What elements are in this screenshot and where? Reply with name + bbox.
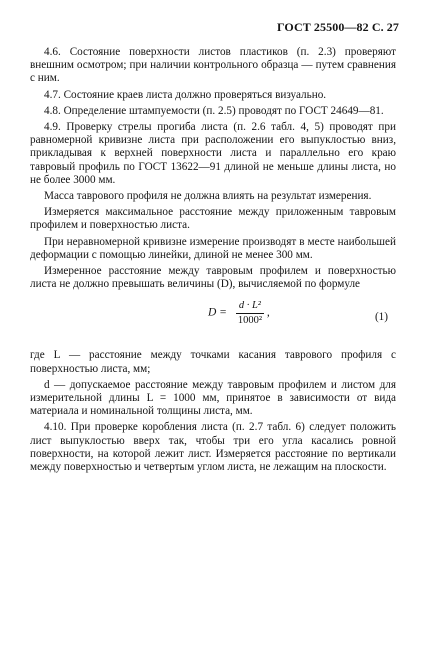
paragraph: При неравномерной кривизне измерение производят в месте наибольшей деформации с помощью линейки, длиной не менее 300 мм.	[30, 235, 396, 261]
paragraph: 4.7. Состояние краев листа должно проверяться визуально.	[44, 88, 327, 101]
paragraph: 4.6. Состояние поверхности листов пластиков (п. 2.3) проверяют внешним осмотром; при наличии контрольного образца — путем сравнения с ним.	[30, 46, 396, 85]
formula-fraction	[236, 299, 264, 326]
formula-number: (1)	[374, 311, 388, 324]
formula-1	[30, 299, 396, 343]
paragraph: где L — расстояние между точками касания таврового профиля с поверхностью листа, мм;	[30, 349, 396, 375]
page-header: ГОСТ 25500—82 С. 27	[276, 20, 399, 34]
paragraph: Масса таврового профиля не должна влиять на результат измерения.	[44, 190, 372, 203]
formula-lhs: D =	[208, 306, 227, 319]
paragraphs-before-formula	[30, 46, 396, 291]
formula-trail: ,	[266, 306, 270, 319]
paragraph: Измеренное расстояние между тавровым профилем и поверхностью листа не должно превышать величины (D), вычисляемой по формуле	[30, 265, 396, 291]
paragraph: Измеряется максимальное расстояние между приложенным тавровым профилем и поверхностью листа.	[30, 206, 396, 232]
paragraph: 4.10. При проверке коробления листа (п. 2.7 табл. 6) следует положить лист выпуклостью вверх так, чтобы три его угла касались ровной поверхности, на которой лежит лист. Измеряется расстояние по вертикали между поверхностью и четвертым углом листа, не лежащим на плоскости.	[30, 421, 396, 474]
formula-denominator: 1000²	[237, 314, 262, 326]
document-body	[30, 46, 396, 477]
formula-expression	[208, 299, 270, 326]
paragraph: 4.8. Определение штампуемости (п. 2.5) проводят по ГОСТ 24649—81.	[44, 104, 384, 117]
paragraph: d — допускаемое расстояние между тавровым профилем и листом для измерительной длины L = 1000 мм, принятое в зависимости от вида материала и номинальной толщины листа, мм.	[30, 378, 396, 418]
paragraph: 4.9. Проверку стрелы прогиба листа (п. 2.6 табл. 4, 5) проводят при равномерной кривизне листа при расположении его выпуклостью вниз, прикладывая к верхней поверхности листа и параллельно его краю тавровый профиль по ГОСТ 13622—91 длиной не меньше длины листа, но не более 3000 мм.	[30, 121, 396, 186]
formula-numerator: d · L²	[236, 299, 264, 313]
paragraphs-after-formula	[30, 349, 396, 474]
